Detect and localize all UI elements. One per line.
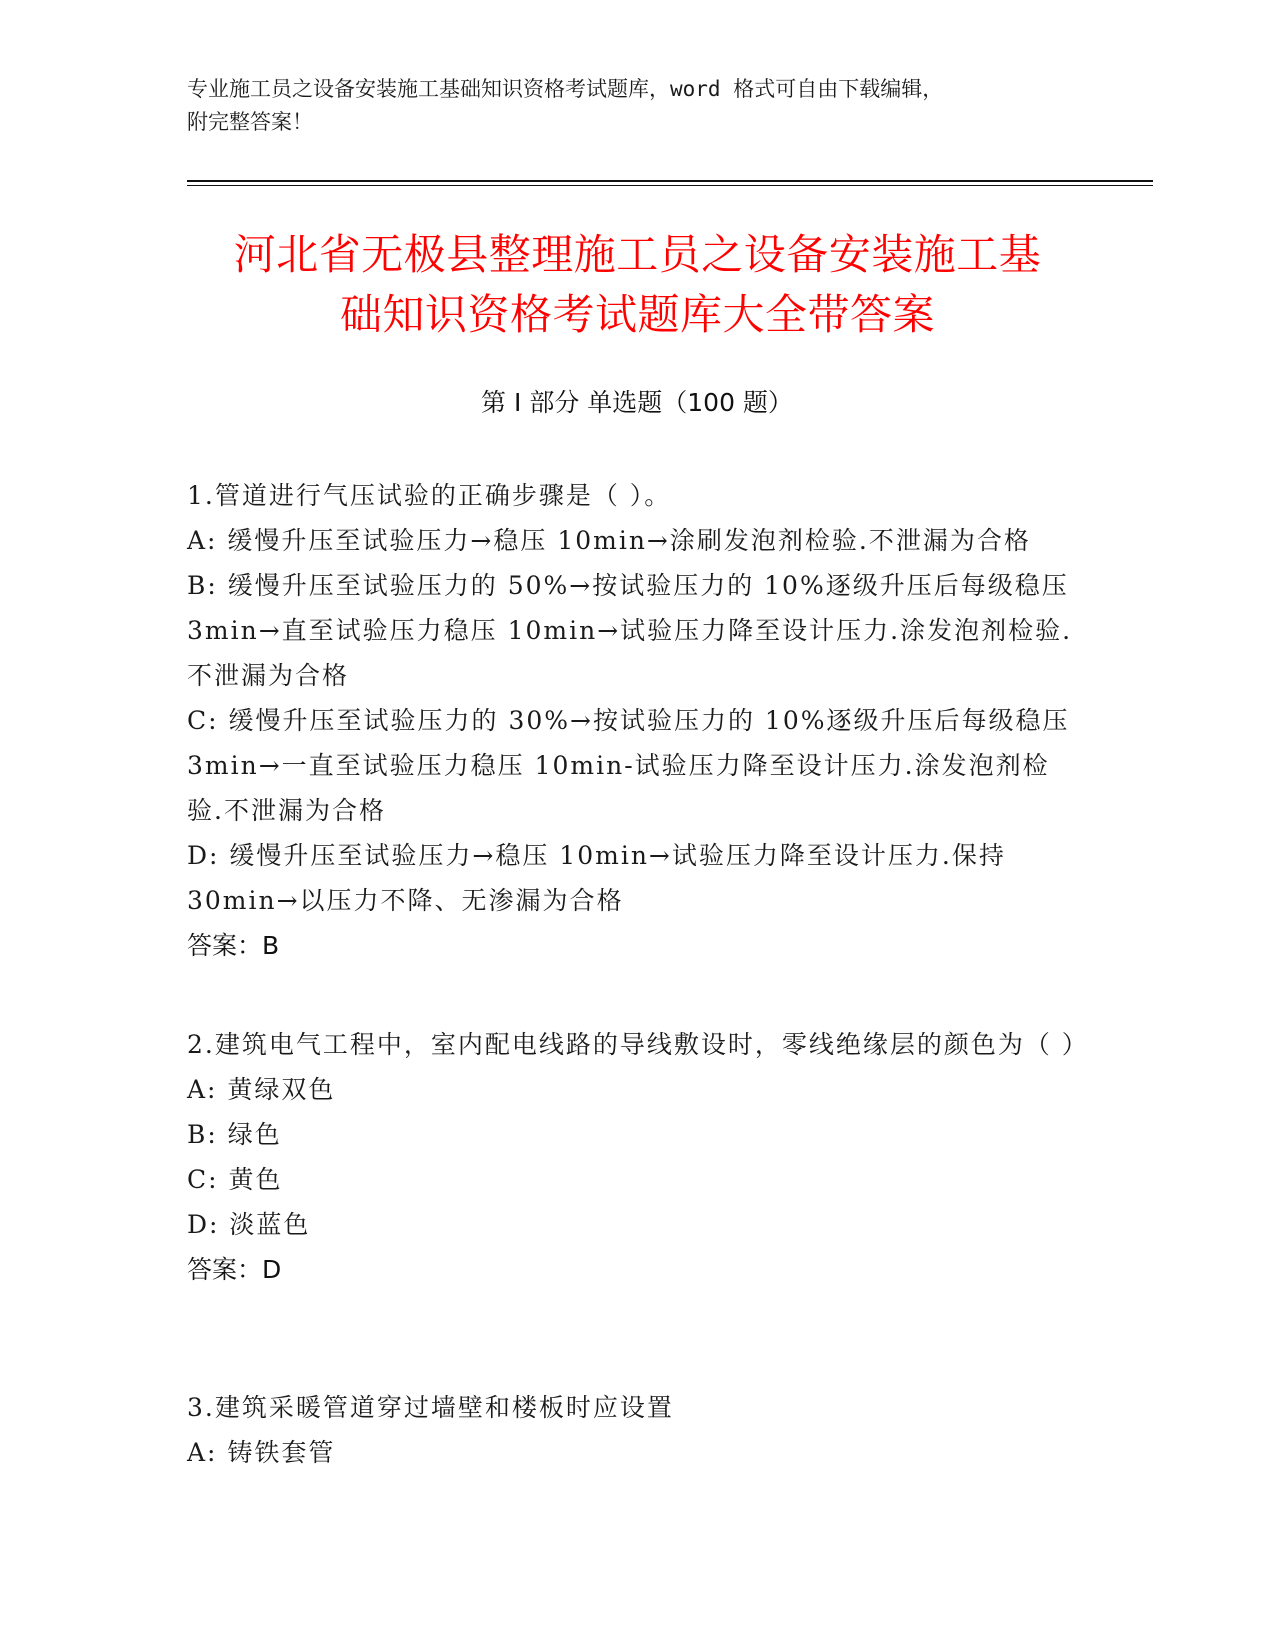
question-1 <box>187 473 1077 968</box>
section-heading: 第 I 部分 单选题（100 题） <box>481 388 793 417</box>
header-line-1: 专业施工员之设备安装施工基础知识资格考试题库，word 格式可自由下载编辑， <box>187 77 944 101</box>
question-3 <box>187 1385 1077 1475</box>
answer-line: 答案：B <box>187 931 280 960</box>
answer-line: 答案：D <box>187 1255 282 1284</box>
question-stem: 3.建筑采暖管道穿过墙壁和楼板时应设置 <box>187 1393 674 1422</box>
header-line-2: 附完整答案！ <box>187 110 313 134</box>
title-line-2: 础知识资格考试题库大全带答案 <box>339 290 935 339</box>
option-c: C: 缓慢升压至试验压力的 30%→按试验压力的 10%逐级升压后每级稳压 3min→一直至试验压力稳压 10min-试验压力降至设计压力.涂发泡剂检验.不泄漏为合格 <box>187 706 1070 825</box>
header-divider-thin <box>187 185 1153 186</box>
option-a: A: 缓慢升压至试验压力→稳压 10min→涂刷发泡剂检验.不泄漏为合格 <box>187 526 1031 555</box>
option-b: B: 绿色 <box>187 1120 282 1149</box>
header-divider-thick <box>187 180 1153 182</box>
option-d: D: 淡蓝色 <box>187 1210 311 1239</box>
option-a: A: 黄绿双色 <box>187 1075 336 1104</box>
option-d: D: 缓慢升压至试验压力→稳压 10min→试验压力降至设计压力.保持 30min→以压力不降、无渗漏为合格 <box>187 841 1006 915</box>
question-2 <box>187 1022 1089 1292</box>
option-c: C: 黄色 <box>187 1165 283 1194</box>
option-b: B: 缓慢升压至试验压力的 50%→按试验压力的 10%逐级升压后每级稳压 3min→直至试验压力稳压 10min→试验压力降至设计压力.涂发泡剂检验.不泄漏为合格 <box>187 571 1073 690</box>
question-stem: 1.管道进行气压试验的正确步骤是（ ）。 <box>187 481 672 510</box>
page-header <box>187 73 1067 139</box>
question-stem: 2.建筑电气工程中，室内配电线路的导线敷设时，零线绝缘层的颜色为（ ） <box>187 1030 1089 1059</box>
option-a: A: 铸铁套管 <box>187 1438 336 1467</box>
document-title <box>180 225 1095 345</box>
title-line-1: 河北省无极县整理施工员之设备安装施工基 <box>233 230 1042 279</box>
